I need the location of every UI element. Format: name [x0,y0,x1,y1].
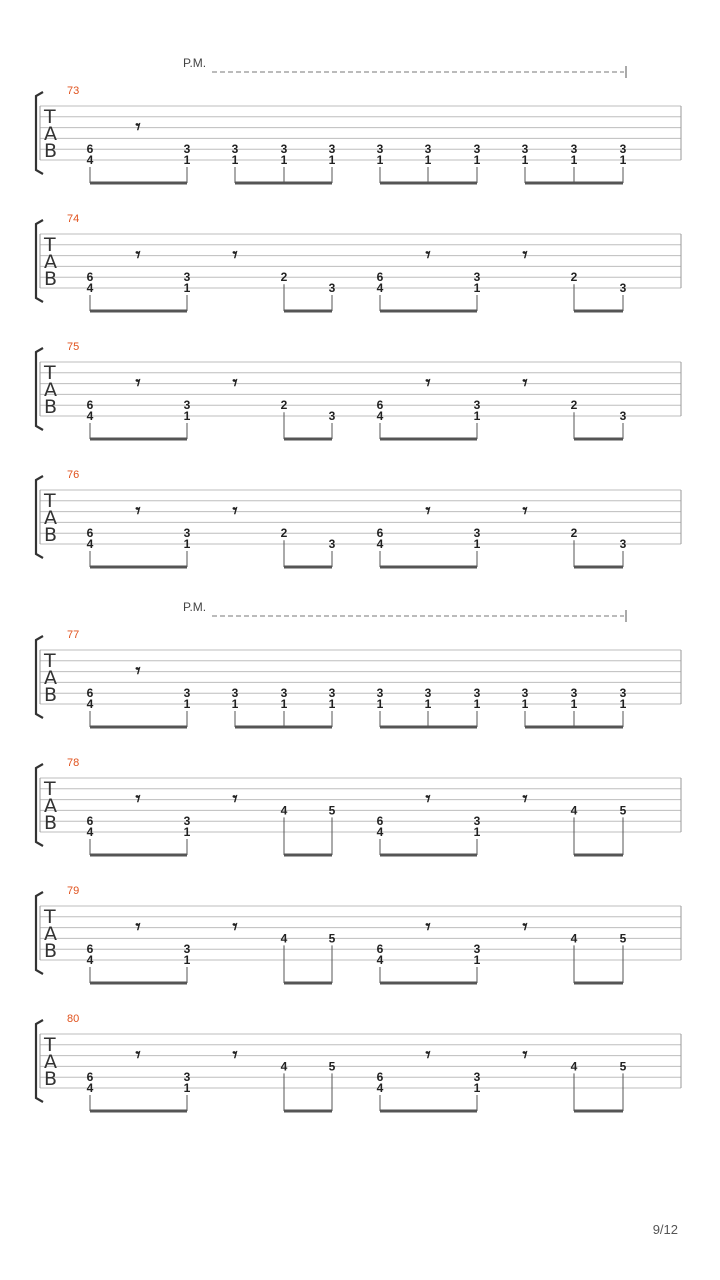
fret-number: 4 [376,825,384,839]
fret-number: 3 [183,686,191,701]
eighth-rest: 𝄾 [425,788,431,810]
fret-number: 1 [231,153,239,167]
eighth-rest: 𝄾 [232,500,238,522]
fret-number: 1 [183,153,191,167]
fret-number: 6 [86,270,94,285]
fret-number: 1 [570,697,578,711]
fret-number: 6 [86,942,94,957]
fret-number: 1 [183,1081,191,1095]
fret-number: 2 [570,526,578,541]
fret-number: 3 [183,142,191,157]
fret-number: 4 [376,1081,384,1095]
fret-number: 4 [376,953,384,967]
tab-letter-a: A [44,123,57,145]
fret-number: 1 [183,953,191,967]
fret-number: 3 [328,409,336,423]
eighth-rest: 𝄾 [522,372,528,394]
fret-number: 3 [376,142,384,157]
fret-number: 6 [376,942,384,957]
eighth-rest: 𝄾 [425,916,431,938]
tab-letter-b: B [44,940,58,962]
measure-number: 78 [67,757,80,769]
tab-letter-a: A [44,507,57,529]
fret-number: 3 [328,281,336,295]
eighth-rest: 𝄾 [522,1044,528,1066]
tab-letter-a: A [44,667,57,689]
fret-number: 6 [376,270,384,285]
tab-letter-b: B [44,812,58,834]
fret-number: 3 [183,526,191,541]
eighth-rest: 𝄾 [425,244,431,266]
eighth-rest: 𝄾 [135,660,141,682]
fret-number: 3 [280,142,288,157]
fret-number: 1 [183,537,191,551]
fret-number: 4 [86,537,94,551]
eighth-rest: 𝄾 [232,788,238,810]
fret-number: 6 [86,686,94,701]
eighth-rest: 𝄾 [425,500,431,522]
fret-number: 1 [328,697,336,711]
tab-letter-t: T [44,906,56,928]
tab-letter-b: B [44,140,58,162]
page-number: 9/12 [652,1222,678,1237]
fret-number: 4 [376,281,384,295]
measure-number: 79 [67,885,80,897]
fret-number: 1 [328,153,336,167]
fret-number: 6 [376,814,384,829]
fret-number: 4 [280,931,288,946]
fret-number: 3 [619,686,627,701]
fret-number: 3 [473,526,481,541]
fret-number: 3 [473,1070,481,1085]
fret-number: 2 [280,270,288,285]
fret-number: 1 [473,281,481,295]
fret-number: 4 [86,697,94,711]
palm-mute-label: P.M. [183,56,207,70]
tab-letter-a: A [44,795,57,817]
fret-number: 1 [473,1081,481,1095]
fret-number: 1 [619,153,627,167]
tab-letter-b: B [44,1068,58,1090]
eighth-rest: 𝄾 [425,372,431,394]
fret-number: 6 [86,526,94,541]
measure-number: 76 [67,469,80,481]
eighth-rest: 𝄾 [232,1044,238,1066]
fret-number: 4 [86,281,94,295]
fret-number: 3 [619,142,627,157]
fret-number: 4 [280,1059,288,1074]
fret-number: 6 [86,1070,94,1085]
fret-number: 5 [328,803,336,818]
tab-letter-t: T [44,106,56,128]
fret-number: 6 [376,398,384,413]
fret-number: 2 [570,398,578,413]
fret-number: 1 [521,153,529,167]
fret-number: 5 [328,1059,336,1074]
fret-number: 1 [183,281,191,295]
fret-number: 4 [570,1059,578,1074]
tab-letter-b: B [44,268,58,290]
fret-number: 4 [376,409,384,423]
fret-number: 6 [376,526,384,541]
fret-number: 3 [570,142,578,157]
tab-letter-t: T [44,778,56,800]
fret-number: 1 [424,153,432,167]
fret-number: 3 [376,686,384,701]
fret-number: 4 [86,153,94,167]
fret-number: 3 [328,686,336,701]
fret-number: 5 [619,803,627,818]
eighth-rest: 𝄾 [522,788,528,810]
fret-number: 2 [570,270,578,285]
fret-number: 1 [424,697,432,711]
fret-number: 3 [521,686,529,701]
eighth-rest: 𝄾 [135,788,141,810]
fret-number: 6 [86,814,94,829]
fret-number: 3 [231,142,239,157]
fret-number: 3 [473,942,481,957]
fret-number: 1 [619,697,627,711]
fret-number: 3 [473,142,481,157]
palm-mute-label: P.M. [183,600,207,614]
fret-number: 3 [619,537,627,551]
fret-number: 3 [183,1070,191,1085]
fret-number: 3 [473,270,481,285]
fret-number: 6 [86,142,94,157]
eighth-rest: 𝄾 [232,916,238,938]
fret-number: 1 [473,409,481,423]
fret-number: 1 [376,697,384,711]
fret-number: 4 [570,803,578,818]
fret-number: 1 [570,153,578,167]
tab-letter-b: B [44,524,58,546]
eighth-rest: 𝄾 [522,916,528,938]
fret-number: 4 [570,931,578,946]
fret-number: 4 [280,803,288,818]
measure-number: 74 [67,213,80,225]
fret-number: 5 [619,931,627,946]
fret-number: 4 [86,825,94,839]
tab-letter-a: A [44,1051,57,1073]
fret-number: 1 [473,153,481,167]
eighth-rest: 𝄾 [135,372,141,394]
eighth-rest: 𝄾 [135,500,141,522]
fret-number: 3 [570,686,578,701]
tab-letter-a: A [44,923,57,945]
eighth-rest: 𝄾 [522,500,528,522]
tab-letter-t: T [44,234,56,256]
measure-number: 80 [67,1013,80,1025]
fret-number: 3 [183,814,191,829]
fret-number: 3 [183,398,191,413]
fret-number: 3 [619,409,627,423]
fret-number: 1 [521,697,529,711]
fret-number: 1 [231,697,239,711]
fret-number: 1 [183,409,191,423]
fret-number: 6 [376,1070,384,1085]
fret-number: 3 [424,686,432,701]
fret-number: 1 [280,153,288,167]
fret-number: 3 [619,281,627,295]
fret-number: 1 [473,953,481,967]
fret-number: 4 [86,953,94,967]
tab-letter-a: A [44,379,57,401]
eighth-rest: 𝄾 [135,1044,141,1066]
fret-number: 1 [473,825,481,839]
eighth-rest: 𝄾 [135,244,141,266]
eighth-rest: 𝄾 [425,1044,431,1066]
fret-number: 3 [473,814,481,829]
tab-letter-t: T [44,362,56,384]
fret-number: 3 [183,942,191,957]
fret-number: 3 [424,142,432,157]
fret-number: 6 [86,398,94,413]
fret-number: 3 [231,686,239,701]
measure-number: 77 [67,629,80,641]
tab-letter-t: T [44,490,56,512]
fret-number: 5 [328,931,336,946]
fret-number: 3 [328,142,336,157]
fret-number: 1 [376,153,384,167]
fret-number: 3 [328,537,336,551]
fret-number: 3 [280,686,288,701]
fret-number: 4 [86,409,94,423]
fret-number: 3 [473,686,481,701]
fret-number: 3 [473,398,481,413]
fret-number: 1 [183,697,191,711]
fret-number: 1 [183,825,191,839]
eighth-rest: 𝄾 [135,916,141,938]
fret-number: 4 [376,537,384,551]
tab-letter-a: A [44,251,57,273]
fret-number: 3 [521,142,529,157]
fret-number: 3 [183,270,191,285]
tab-letter-b: B [44,684,58,706]
measure-number: 73 [67,85,80,97]
eighth-rest: 𝄾 [232,244,238,266]
eighth-rest: 𝄾 [522,244,528,266]
fret-number: 1 [473,537,481,551]
eighth-rest: 𝄾 [135,116,141,138]
measure-number: 75 [67,341,80,353]
fret-number: 4 [86,1081,94,1095]
tab-letter-t: T [44,1034,56,1056]
fret-number: 1 [280,697,288,711]
fret-number: 2 [280,526,288,541]
fret-number: 1 [473,697,481,711]
fret-number: 2 [280,398,288,413]
tab-letter-b: B [44,396,58,418]
eighth-rest: 𝄾 [232,372,238,394]
fret-number: 5 [619,1059,627,1074]
tab-letter-t: T [44,650,56,672]
